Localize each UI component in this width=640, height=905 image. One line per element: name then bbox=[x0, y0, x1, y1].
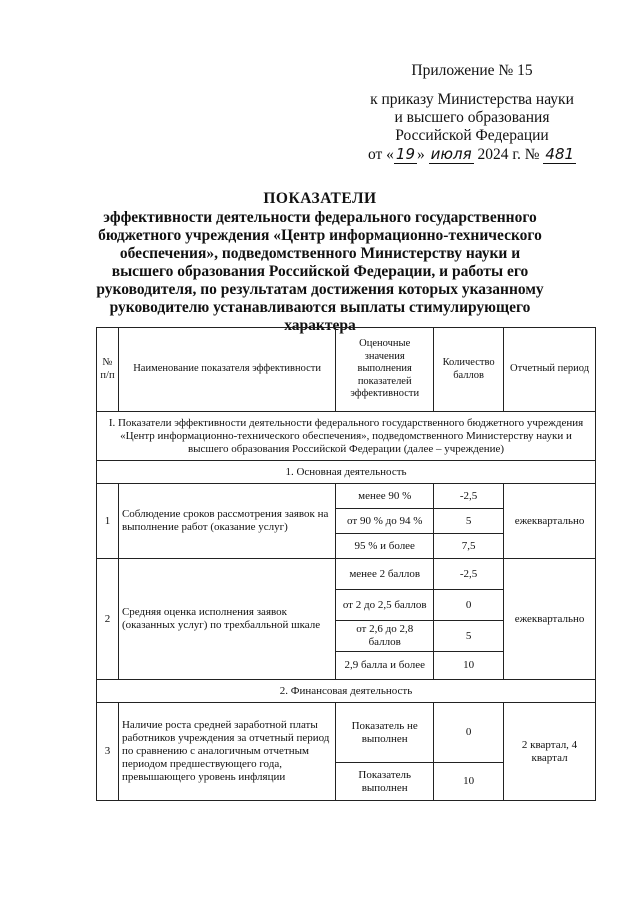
date-day-handwritten: 19 bbox=[395, 145, 415, 163]
header-period: Отчетный период bbox=[504, 328, 596, 412]
row-1-points-1: -2,5 bbox=[434, 484, 504, 509]
subsection-row bbox=[97, 680, 596, 703]
row-1-points-3: 7,5 bbox=[434, 534, 504, 559]
header-values: Оценочные значения выполнения показателей эффективности bbox=[336, 328, 434, 412]
table-row bbox=[97, 484, 596, 509]
row-2-value-3: от 2,6 до 2,8 баллов bbox=[336, 621, 434, 652]
table-header-row bbox=[97, 328, 596, 412]
appendix-date-line bbox=[362, 145, 582, 164]
row-1-points-2: 5 bbox=[434, 509, 504, 534]
subsection-2-heading: 2. Финансовая деятельность bbox=[97, 680, 596, 703]
date-year: 2024 г. № bbox=[477, 146, 540, 163]
appendix-title: Приложение № 15 bbox=[411, 62, 533, 79]
date-month-handwritten: июля bbox=[430, 145, 472, 163]
header-name: Наименование показателя эффективности bbox=[118, 328, 335, 412]
row-2-period: ежеквартально bbox=[504, 559, 596, 680]
section-row bbox=[97, 412, 596, 461]
row-2-value-4: 2,9 балла и более bbox=[336, 652, 434, 680]
row-1-value-2: от 90 % до 94 % bbox=[336, 509, 434, 534]
appendix-order-ref: к приказу Министерства науки bbox=[370, 91, 574, 108]
row-1-value-3: 95 % и более bbox=[336, 534, 434, 559]
date-mid: » bbox=[417, 146, 425, 163]
title-subtitle: эффективности деятельности федерального государственного бюджетного учреждения «Центр информационно-технического обеспечения», подведомственного Министерству науки и высшего образования Российской Федерации, и работы его руководителя, по результатам достижения которых указанному руководителю устанавливаются выплаты стимулирующего характера bbox=[96, 209, 544, 334]
indicators-table bbox=[96, 327, 596, 801]
subsection-row bbox=[97, 461, 596, 484]
row-1-name: Соблюдение сроков рассмотрения заявок на выполнение работ (оказание услуг) bbox=[118, 484, 335, 559]
row-2-num: 2 bbox=[97, 559, 119, 680]
row-1-num: 1 bbox=[97, 484, 119, 559]
appendix-country: Российской Федерации bbox=[395, 127, 549, 144]
row-2-points-3: 5 bbox=[434, 621, 504, 652]
row-3-period: 2 квартал, 4 квартал bbox=[504, 703, 596, 801]
row-3-value-2: Показатель выполнен bbox=[336, 763, 434, 801]
row-3-points-2: 10 bbox=[434, 763, 504, 801]
table-row bbox=[97, 703, 596, 763]
row-2-points-4: 10 bbox=[434, 652, 504, 680]
row-2-value-2: от 2 до 2,5 баллов bbox=[336, 590, 434, 621]
appendix-ministry: и высшего образования bbox=[394, 109, 550, 126]
row-2-points-1: -2,5 bbox=[434, 559, 504, 590]
document-title bbox=[0, 190, 640, 335]
row-2-value-1: менее 2 баллов bbox=[336, 559, 434, 590]
section-1-heading: I. Показатели эффективности деятельности федерального государственного бюджетного учреждения «Центр информационно-технического обеспечения», подведомственного Министерству науки и высшего образования Российской Федерации (далее – учреждение) bbox=[97, 412, 596, 461]
row-2-points-2: 0 bbox=[434, 590, 504, 621]
title-heading: ПОКАЗАТЕЛИ bbox=[263, 190, 377, 207]
appendix-block bbox=[362, 62, 582, 164]
date-prefix: от « bbox=[367, 146, 394, 163]
order-number-handwritten: 481 bbox=[545, 145, 575, 163]
header-points: Количество баллов bbox=[434, 328, 504, 412]
subsection-1-heading: 1. Основная деятельность bbox=[97, 461, 596, 484]
header-num: № п/п bbox=[97, 328, 119, 412]
table-row bbox=[97, 559, 596, 590]
row-1-value-1: менее 90 % bbox=[336, 484, 434, 509]
row-3-num: 3 bbox=[97, 703, 119, 801]
row-2-name: Средняя оценка исполнения заявок (оказанных услуг) по трехбалльной шкале bbox=[118, 559, 335, 680]
row-1-period: ежеквартально bbox=[504, 484, 596, 559]
row-3-name: Наличие роста средней заработной платы работников учреждения за отчетный период по сравнению с аналогичным отчетным периодом предшествующего года, превышающего уровень инфляции bbox=[118, 703, 335, 801]
row-3-value-1: Показатель не выполнен bbox=[336, 703, 434, 763]
row-3-points-1: 0 bbox=[434, 703, 504, 763]
